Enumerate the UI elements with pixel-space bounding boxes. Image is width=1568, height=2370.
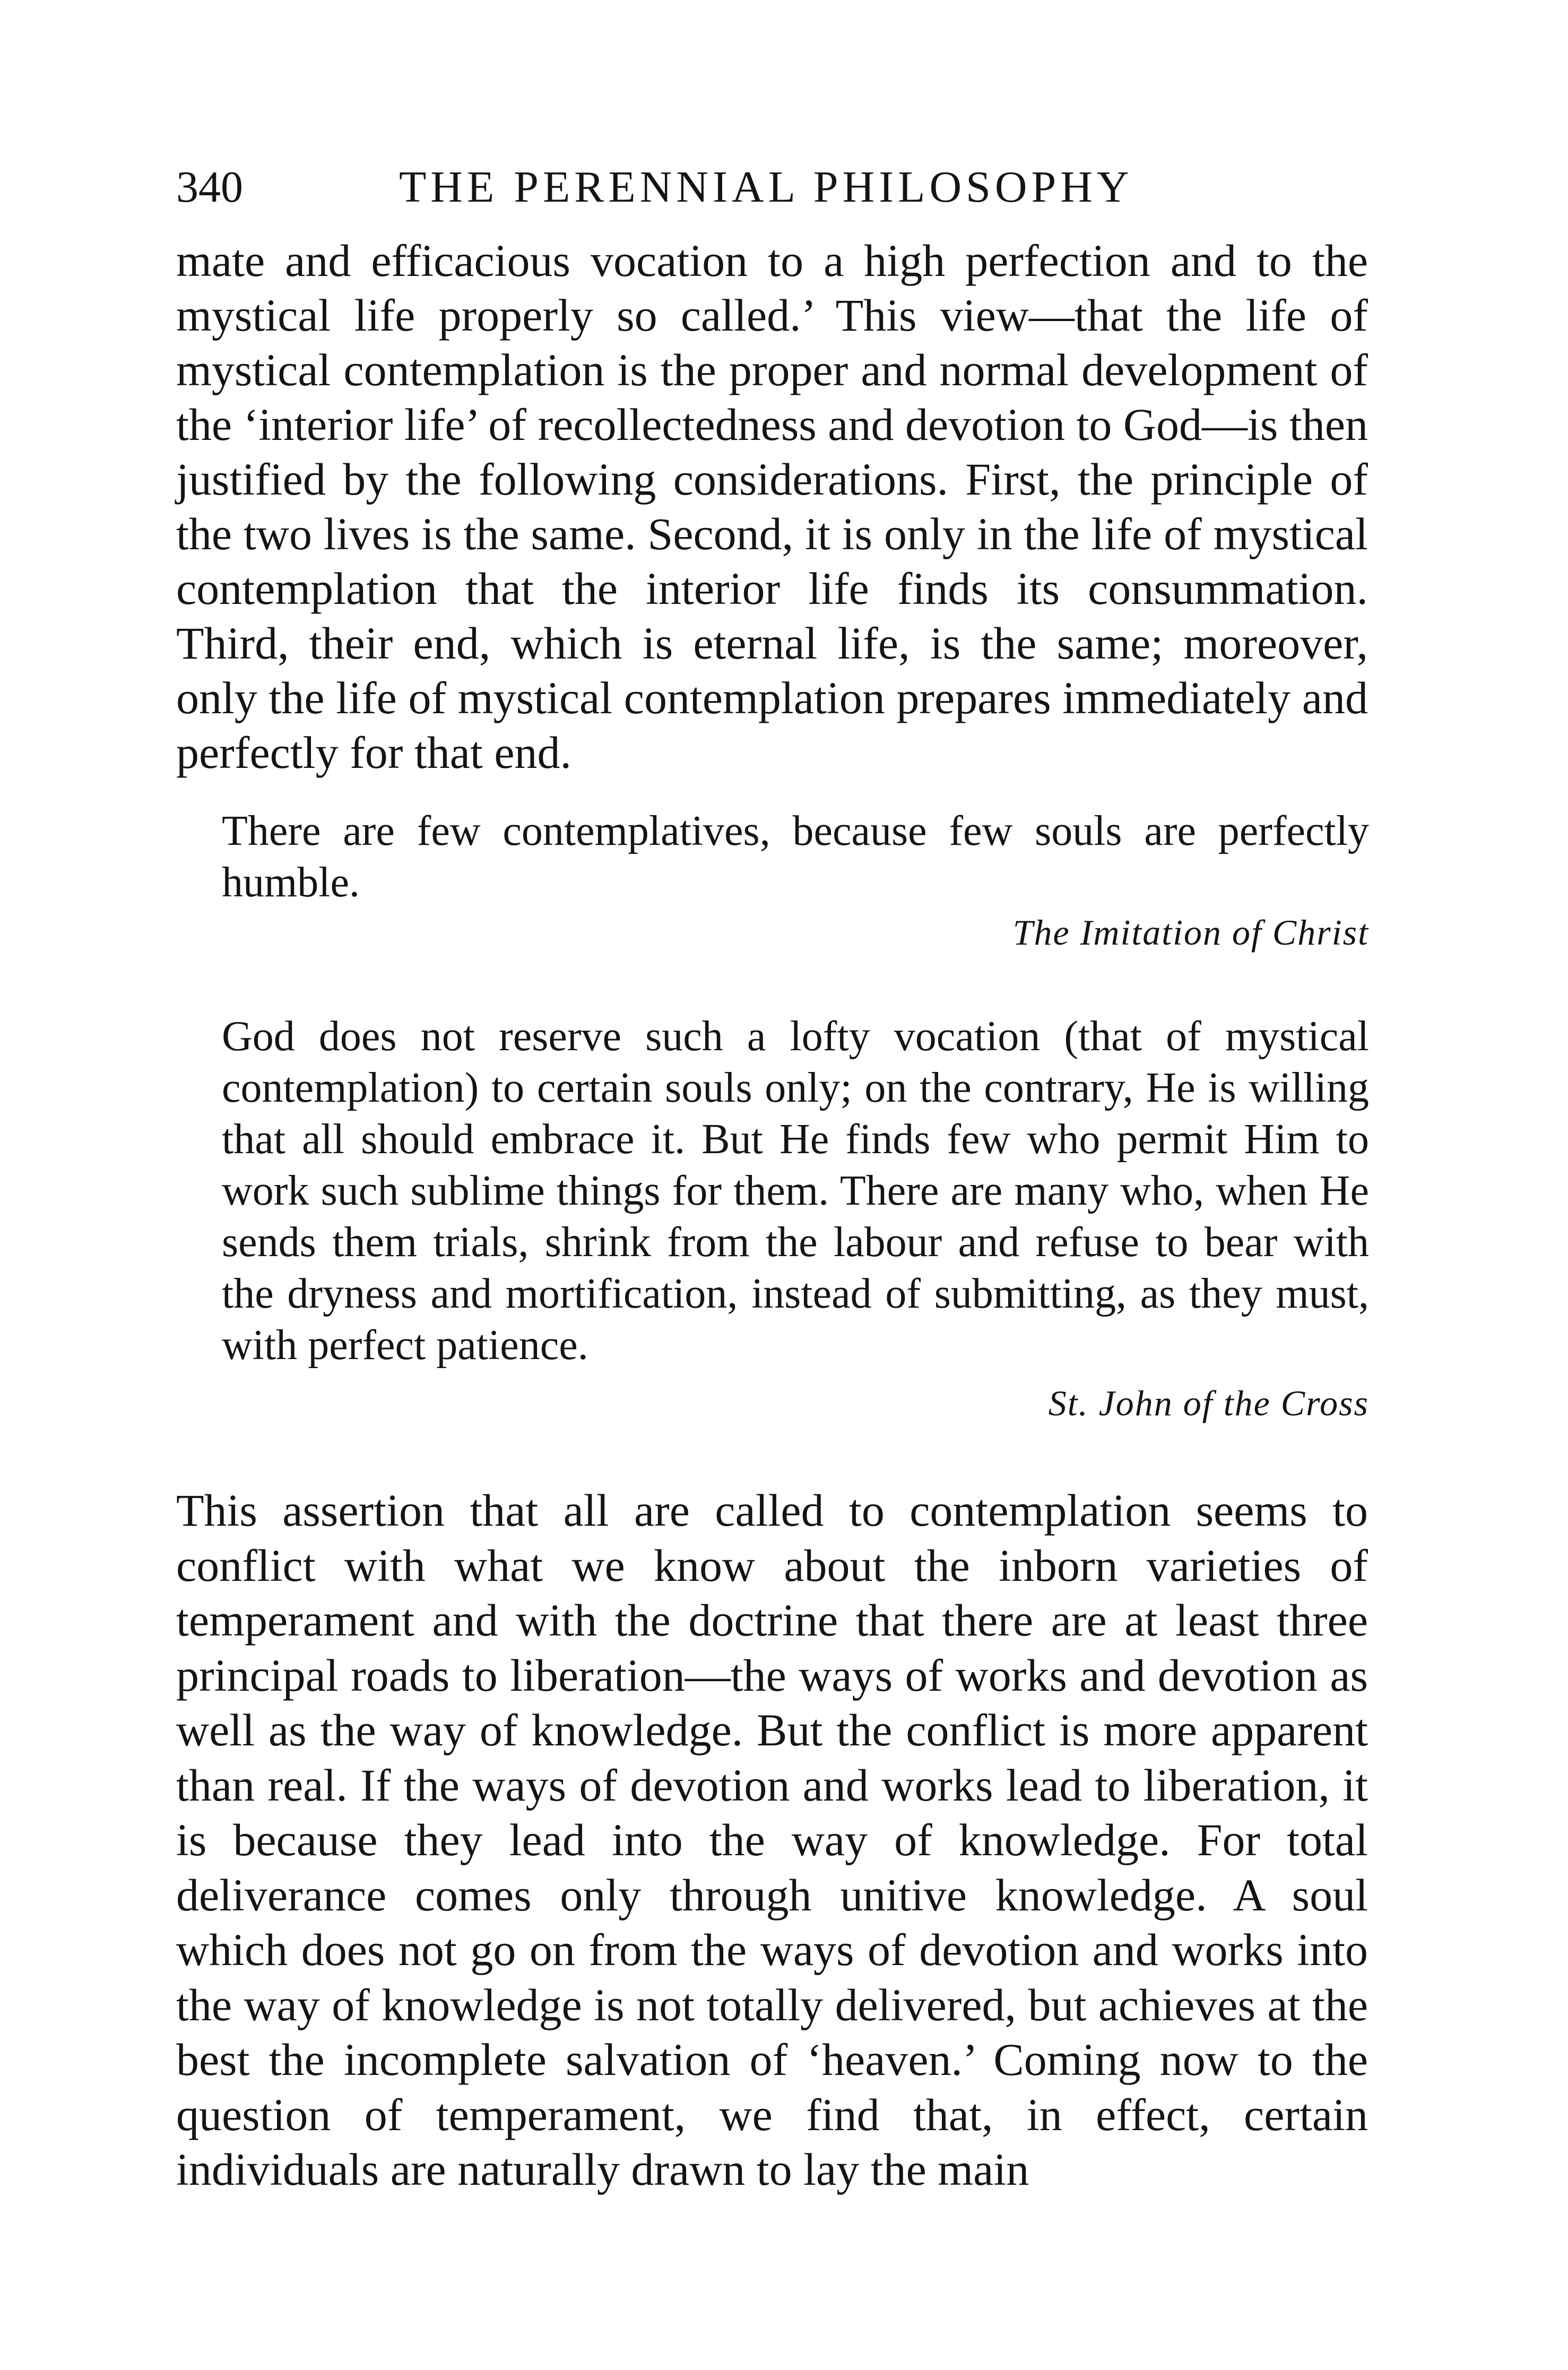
body-paragraph-2: This assertion that all are called to contemplation seems to conflict with what we know about the inborn varieties of temperament and with the doctrine that there are at least three principal roads to liberation—the ways of works and devotion as well as the way of knowledge. But the conflict is more apparent than real. If the ways of devotion and works lead to liberation, it is because they lead into the way of knowledge. For total deliverance comes only through unitive knowledge. A soul which does not go on from the ways of devotion and works into the way of knowledge is not totally delivered, but achieves at the best the incomplete salvation of ‘heaven.’ Coming now to the question of temperament, we find that, in effect, certain individuals are naturally drawn to lay the main [176, 1485, 1368, 2195]
running-head-title: THE PERENNIAL PHILOSOPHY [399, 162, 1133, 212]
body-paragraph-1: mate and efficacious vocation to a high perfection and to the mystical life properly so called.’ This view—that the life of mystical contemplation is the proper and normal development of the ‘interior life’ of recollectedness and devotion to God—is then justified by the following considerations. First, the principle of the two lives is the same. Second, it is only in the life of mystical contemplation that the interior life finds its consummation. Third, their end, which is eternal life, is the same; moreover, only the life of mystical contemplation prepares immediately and perfectly for that end. [176, 235, 1368, 778]
quote-2-attribution: St. John of the Cross [1048, 1383, 1369, 1423]
quote-1-text: There are few contemplatives, because few souls are perfectly humble. [222, 808, 1369, 906]
quote-2-text: God does not reserve such a lofty vocation (that of mystical contemplation) to certain souls only; on the contrary, He is willing that all should embrace it. But He finds few who permit Him to work such sublime things for them. There are many who, when He sends them trials, shrink from the labour and refuse to bear with the dryness and mortification, instead of submitting, as they must, with perfect patience. [222, 1013, 1369, 1369]
running-head [176, 158, 1368, 217]
quote-1-attribution: The Imitation of Christ [1012, 912, 1369, 953]
page-number: 340 [176, 162, 243, 212]
